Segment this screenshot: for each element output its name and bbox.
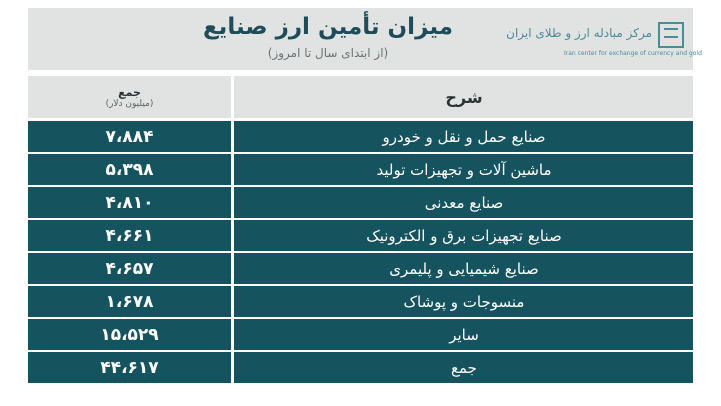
row-value: ۱۵،۵۲۹ <box>100 324 159 345</box>
column-divider <box>231 121 234 152</box>
row-description: ماشین آلات و تجهیزات تولید <box>376 160 552 179</box>
table-row <box>28 121 693 152</box>
row-description: صنایع شیمیایی و پلیمری <box>389 259 539 278</box>
header-banner <box>28 8 702 70</box>
row-value: ۱،۶۷۸ <box>105 291 154 312</box>
column-divider <box>231 187 234 218</box>
column-divider <box>231 220 234 251</box>
row-value: ۴،۶۵۷ <box>105 258 154 279</box>
row-description: جمع <box>451 358 477 377</box>
column-divider <box>231 154 234 185</box>
column-header-total-label: جمع <box>118 85 141 99</box>
row-value: ۴۴،۶۱۷ <box>100 357 159 378</box>
row-value: ۴،۸۱۰ <box>105 192 154 213</box>
table-row <box>28 154 693 185</box>
row-description: صنایع حمل و نقل و خودرو <box>382 127 546 146</box>
column-divider <box>231 319 234 350</box>
table-row <box>28 286 693 317</box>
table-row-total <box>28 352 693 383</box>
row-value: ۵،۳۹۸ <box>105 159 154 180</box>
table-row <box>28 319 693 350</box>
row-description: منسوجات و پوشاک <box>403 292 525 311</box>
column-divider <box>231 352 234 383</box>
logo-text-en: Iran center for exchange of currency and gold <box>564 50 702 57</box>
table-row <box>28 187 693 218</box>
logo <box>506 22 702 60</box>
table-row <box>28 253 693 284</box>
logo-mark-icon <box>658 22 684 48</box>
row-description: سایر <box>449 325 479 344</box>
row-description: صنایع تجهیزات برق و الکترونیک <box>366 226 562 245</box>
page-subtitle: (از ابتدای سال تا امروز) <box>267 46 389 60</box>
column-header-description: شرح <box>445 87 483 107</box>
column-divider <box>231 253 234 284</box>
column-divider <box>231 76 234 118</box>
table-header <box>28 76 693 118</box>
table-row <box>28 220 693 251</box>
row-value: ۷،۸۸۴ <box>105 126 154 147</box>
row-description: صنایع معدنی <box>424 193 504 212</box>
column-divider <box>231 286 234 317</box>
column-header-total <box>28 76 231 118</box>
page-title: میزان تأمین ارز صنایع <box>202 14 454 40</box>
row-value: ۴،۶۶۱ <box>105 225 154 246</box>
logo-text-fa: مرکز مبادله ارز و طلای ایران <box>506 26 652 40</box>
column-header-total-unit: (میلیون دلار) <box>105 98 154 109</box>
